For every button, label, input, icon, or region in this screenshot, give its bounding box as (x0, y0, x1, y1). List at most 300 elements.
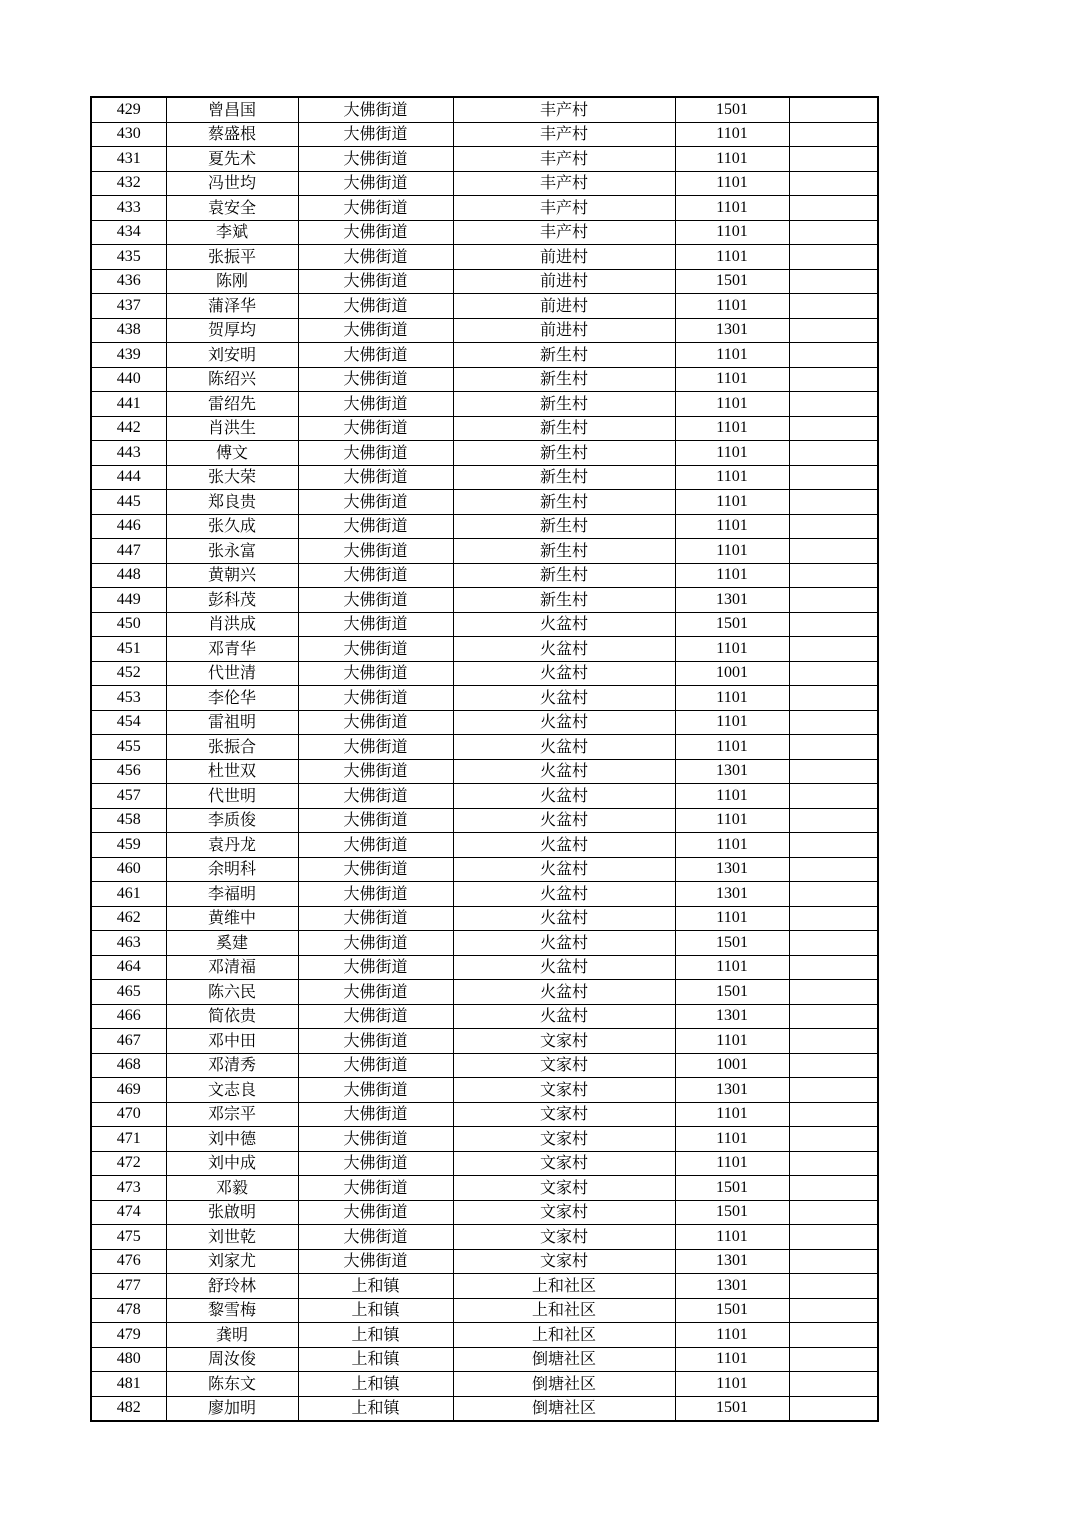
remark-cell (789, 833, 878, 858)
name-cell: 蒲泽华 (166, 294, 298, 319)
code-cell: 1101 (675, 147, 789, 172)
row-number-cell: 475 (91, 1225, 166, 1250)
street-cell: 上和镇 (298, 1298, 453, 1323)
code-cell: 1101 (675, 833, 789, 858)
code-cell: 1101 (675, 686, 789, 711)
village-cell: 新生村 (453, 416, 675, 441)
remark-cell (789, 294, 878, 319)
remark-cell (789, 857, 878, 882)
row-number-cell: 472 (91, 1151, 166, 1176)
remark-cell (789, 955, 878, 980)
street-cell: 大佛街道 (298, 661, 453, 686)
street-cell: 大佛街道 (298, 367, 453, 392)
village-cell: 火盆村 (453, 931, 675, 956)
street-cell: 大佛街道 (298, 1249, 453, 1274)
remark-cell (789, 1274, 878, 1299)
record-table (90, 96, 879, 1422)
village-cell: 丰产村 (453, 147, 675, 172)
table-row (91, 416, 878, 441)
code-cell: 1301 (675, 1004, 789, 1029)
row-number-cell: 439 (91, 343, 166, 368)
row-number-cell: 478 (91, 1298, 166, 1323)
table-row (91, 1004, 878, 1029)
row-number-cell: 436 (91, 269, 166, 294)
street-cell: 大佛街道 (298, 1200, 453, 1225)
row-number-cell: 434 (91, 220, 166, 245)
name-cell: 周汝俊 (166, 1347, 298, 1372)
village-cell: 前进村 (453, 294, 675, 319)
village-cell: 文家村 (453, 1029, 675, 1054)
name-cell: 张永富 (166, 539, 298, 564)
street-cell: 大佛街道 (298, 1004, 453, 1029)
remark-cell (789, 1053, 878, 1078)
code-cell: 1101 (675, 710, 789, 735)
row-number-cell: 479 (91, 1323, 166, 1348)
table-row (91, 147, 878, 172)
street-cell: 大佛街道 (298, 931, 453, 956)
village-cell: 文家村 (453, 1225, 675, 1250)
row-number-cell: 432 (91, 171, 166, 196)
code-cell: 1101 (675, 196, 789, 221)
street-cell: 大佛街道 (298, 1053, 453, 1078)
village-cell: 文家村 (453, 1127, 675, 1152)
name-cell: 张久成 (166, 514, 298, 539)
row-number-cell: 457 (91, 784, 166, 809)
code-cell: 1301 (675, 588, 789, 613)
village-cell: 火盆村 (453, 710, 675, 735)
village-cell: 新生村 (453, 490, 675, 515)
table-row (91, 392, 878, 417)
street-cell: 大佛街道 (298, 1102, 453, 1127)
row-number-cell: 447 (91, 539, 166, 564)
code-cell: 1101 (675, 441, 789, 466)
row-number-cell: 437 (91, 294, 166, 319)
row-number-cell: 430 (91, 122, 166, 147)
village-cell: 文家村 (453, 1200, 675, 1225)
name-cell: 杜世双 (166, 759, 298, 784)
code-cell: 1101 (675, 906, 789, 931)
row-number-cell: 473 (91, 1176, 166, 1201)
table-row (91, 1102, 878, 1127)
street-cell: 大佛街道 (298, 588, 453, 613)
remark-cell (789, 808, 878, 833)
row-number-cell: 465 (91, 980, 166, 1005)
table-row (91, 1078, 878, 1103)
remark-cell (789, 392, 878, 417)
remark-cell (789, 220, 878, 245)
village-cell: 新生村 (453, 588, 675, 613)
row-number-cell: 459 (91, 833, 166, 858)
village-cell: 火盆村 (453, 759, 675, 784)
code-cell: 1501 (675, 269, 789, 294)
row-number-cell: 481 (91, 1372, 166, 1397)
table-row (91, 808, 878, 833)
street-cell: 上和镇 (298, 1274, 453, 1299)
row-number-cell: 474 (91, 1200, 166, 1225)
name-cell: 雷绍先 (166, 392, 298, 417)
row-number-cell: 449 (91, 588, 166, 613)
table-row (91, 980, 878, 1005)
street-cell: 大佛街道 (298, 490, 453, 515)
village-cell: 火盆村 (453, 686, 675, 711)
table-row (91, 367, 878, 392)
code-cell: 1101 (675, 514, 789, 539)
street-cell: 大佛街道 (298, 97, 453, 122)
village-cell: 上和社区 (453, 1323, 675, 1348)
code-cell: 1101 (675, 416, 789, 441)
code-cell: 1101 (675, 465, 789, 490)
street-cell: 大佛街道 (298, 1151, 453, 1176)
remark-cell (789, 661, 878, 686)
village-cell: 火盆村 (453, 808, 675, 833)
table-body (91, 97, 878, 1421)
village-cell: 新生村 (453, 539, 675, 564)
street-cell: 大佛街道 (298, 171, 453, 196)
name-cell: 余明科 (166, 857, 298, 882)
remark-cell (789, 171, 878, 196)
table-row (91, 1249, 878, 1274)
remark-cell (789, 980, 878, 1005)
remark-cell (789, 269, 878, 294)
remark-cell (789, 1298, 878, 1323)
row-number-cell: 462 (91, 906, 166, 931)
code-cell: 1101 (675, 392, 789, 417)
code-cell: 1501 (675, 1176, 789, 1201)
remark-cell (789, 759, 878, 784)
street-cell: 大佛街道 (298, 465, 453, 490)
village-cell: 新生村 (453, 465, 675, 490)
name-cell: 刘安明 (166, 343, 298, 368)
table-row (91, 1372, 878, 1397)
street-cell: 大佛街道 (298, 735, 453, 760)
code-cell: 1101 (675, 1347, 789, 1372)
code-cell: 1101 (675, 808, 789, 833)
table-row (91, 122, 878, 147)
village-cell: 倒塘社区 (453, 1372, 675, 1397)
street-cell: 大佛街道 (298, 514, 453, 539)
table-row (91, 784, 878, 809)
village-cell: 上和社区 (453, 1274, 675, 1299)
code-cell: 1301 (675, 857, 789, 882)
village-cell: 火盆村 (453, 857, 675, 882)
remark-cell (789, 1347, 878, 1372)
row-number-cell: 458 (91, 808, 166, 833)
village-cell: 火盆村 (453, 882, 675, 907)
code-cell: 1101 (675, 294, 789, 319)
name-cell: 陈东文 (166, 1372, 298, 1397)
code-cell: 1101 (675, 343, 789, 368)
remark-cell (789, 441, 878, 466)
row-number-cell: 443 (91, 441, 166, 466)
name-cell: 舒玲林 (166, 1274, 298, 1299)
remark-cell (789, 147, 878, 172)
row-number-cell: 444 (91, 465, 166, 490)
name-cell: 黄维中 (166, 906, 298, 931)
row-number-cell: 461 (91, 882, 166, 907)
street-cell: 大佛街道 (298, 637, 453, 662)
village-cell: 新生村 (453, 441, 675, 466)
village-cell: 丰产村 (453, 171, 675, 196)
street-cell: 上和镇 (298, 1347, 453, 1372)
row-number-cell: 466 (91, 1004, 166, 1029)
code-cell: 1101 (675, 1323, 789, 1348)
row-number-cell: 451 (91, 637, 166, 662)
name-cell: 廖加明 (166, 1396, 298, 1421)
remark-cell (789, 710, 878, 735)
row-number-cell: 429 (91, 97, 166, 122)
row-number-cell: 445 (91, 490, 166, 515)
row-number-cell: 470 (91, 1102, 166, 1127)
row-number-cell: 467 (91, 1029, 166, 1054)
remark-cell (789, 196, 878, 221)
name-cell: 刘中成 (166, 1151, 298, 1176)
name-cell: 肖洪生 (166, 416, 298, 441)
row-number-cell: 468 (91, 1053, 166, 1078)
remark-cell (789, 245, 878, 270)
code-cell: 1101 (675, 955, 789, 980)
street-cell: 大佛街道 (298, 392, 453, 417)
row-number-cell: 450 (91, 612, 166, 637)
table-row (91, 1053, 878, 1078)
row-number-cell: 433 (91, 196, 166, 221)
name-cell: 郑良贵 (166, 490, 298, 515)
remark-cell (789, 490, 878, 515)
code-cell: 1101 (675, 1127, 789, 1152)
name-cell: 张啟明 (166, 1200, 298, 1225)
street-cell: 上和镇 (298, 1372, 453, 1397)
village-cell: 丰产村 (453, 220, 675, 245)
remark-cell (789, 1200, 878, 1225)
row-number-cell: 480 (91, 1347, 166, 1372)
name-cell: 袁丹龙 (166, 833, 298, 858)
village-cell: 火盆村 (453, 661, 675, 686)
code-cell: 1101 (675, 122, 789, 147)
table-row (91, 906, 878, 931)
street-cell: 大佛街道 (298, 343, 453, 368)
row-number-cell: 435 (91, 245, 166, 270)
code-cell: 1101 (675, 1151, 789, 1176)
street-cell: 大佛街道 (298, 294, 453, 319)
street-cell: 大佛街道 (298, 1225, 453, 1250)
name-cell: 代世清 (166, 661, 298, 686)
name-cell: 陈绍兴 (166, 367, 298, 392)
name-cell: 李质俊 (166, 808, 298, 833)
name-cell: 蔡盛根 (166, 122, 298, 147)
name-cell: 黎雪梅 (166, 1298, 298, 1323)
code-cell: 1501 (675, 1200, 789, 1225)
street-cell: 上和镇 (298, 1323, 453, 1348)
name-cell: 刘世乾 (166, 1225, 298, 1250)
name-cell: 袁安全 (166, 196, 298, 221)
code-cell: 1101 (675, 1102, 789, 1127)
code-cell: 1001 (675, 661, 789, 686)
code-cell: 1101 (675, 245, 789, 270)
row-number-cell: 476 (91, 1249, 166, 1274)
table-row (91, 955, 878, 980)
code-cell: 1101 (675, 539, 789, 564)
code-cell: 1101 (675, 1372, 789, 1397)
table-row (91, 833, 878, 858)
row-number-cell: 452 (91, 661, 166, 686)
village-cell: 文家村 (453, 1151, 675, 1176)
remark-cell (789, 1249, 878, 1274)
village-cell: 新生村 (453, 392, 675, 417)
name-cell: 张振平 (166, 245, 298, 270)
street-cell: 大佛街道 (298, 686, 453, 711)
row-number-cell: 442 (91, 416, 166, 441)
name-cell: 李伦华 (166, 686, 298, 711)
name-cell: 陈六民 (166, 980, 298, 1005)
name-cell: 贺厚均 (166, 318, 298, 343)
code-cell: 1501 (675, 1396, 789, 1421)
code-cell: 1501 (675, 980, 789, 1005)
village-cell: 前进村 (453, 318, 675, 343)
name-cell: 龚明 (166, 1323, 298, 1348)
name-cell: 文志良 (166, 1078, 298, 1103)
row-number-cell: 441 (91, 392, 166, 417)
name-cell: 刘家尤 (166, 1249, 298, 1274)
street-cell: 大佛街道 (298, 710, 453, 735)
table-row (91, 441, 878, 466)
table-row (91, 1200, 878, 1225)
name-cell: 邓清秀 (166, 1053, 298, 1078)
row-number-cell: 431 (91, 147, 166, 172)
code-cell: 1101 (675, 735, 789, 760)
table-row (91, 1151, 878, 1176)
remark-cell (789, 318, 878, 343)
table-row (91, 931, 878, 956)
table-row (91, 220, 878, 245)
village-cell: 新生村 (453, 514, 675, 539)
street-cell: 大佛街道 (298, 441, 453, 466)
name-cell: 邓中田 (166, 1029, 298, 1054)
table-row (91, 637, 878, 662)
table-row (91, 661, 878, 686)
village-cell: 火盆村 (453, 955, 675, 980)
code-cell: 1301 (675, 759, 789, 784)
remark-cell (789, 1323, 878, 1348)
village-cell: 前进村 (453, 245, 675, 270)
street-cell: 大佛街道 (298, 612, 453, 637)
street-cell: 大佛街道 (298, 245, 453, 270)
code-cell: 1001 (675, 1053, 789, 1078)
row-number-cell: 469 (91, 1078, 166, 1103)
street-cell: 大佛街道 (298, 833, 453, 858)
remark-cell (789, 686, 878, 711)
remark-cell (789, 97, 878, 122)
remark-cell (789, 612, 878, 637)
remark-cell (789, 122, 878, 147)
name-cell: 傅文 (166, 441, 298, 466)
village-cell: 新生村 (453, 367, 675, 392)
remark-cell (789, 931, 878, 956)
table-row (91, 97, 878, 122)
name-cell: 雷祖明 (166, 710, 298, 735)
table-row (91, 514, 878, 539)
name-cell: 代世明 (166, 784, 298, 809)
code-cell: 1501 (675, 931, 789, 956)
street-cell: 大佛街道 (298, 1176, 453, 1201)
row-number-cell: 455 (91, 735, 166, 760)
name-cell: 李福明 (166, 882, 298, 907)
street-cell: 大佛街道 (298, 1127, 453, 1152)
table-row (91, 1029, 878, 1054)
street-cell: 大佛街道 (298, 220, 453, 245)
table-row (91, 1176, 878, 1201)
row-number-cell: 464 (91, 955, 166, 980)
row-number-cell: 440 (91, 367, 166, 392)
street-cell: 大佛街道 (298, 1078, 453, 1103)
name-cell: 彭科茂 (166, 588, 298, 613)
name-cell: 邓青华 (166, 637, 298, 662)
name-cell: 简依贵 (166, 1004, 298, 1029)
row-number-cell: 460 (91, 857, 166, 882)
village-cell: 文家村 (453, 1053, 675, 1078)
table-row (91, 1274, 878, 1299)
code-cell: 1501 (675, 612, 789, 637)
remark-cell (789, 1396, 878, 1421)
name-cell: 肖洪成 (166, 612, 298, 637)
table-row (91, 1298, 878, 1323)
row-number-cell: 448 (91, 563, 166, 588)
name-cell: 曾昌国 (166, 97, 298, 122)
table-row (91, 294, 878, 319)
village-cell: 火盆村 (453, 784, 675, 809)
table-row (91, 269, 878, 294)
table-row (91, 465, 878, 490)
table-row (91, 1347, 878, 1372)
row-number-cell: 446 (91, 514, 166, 539)
name-cell: 冯世均 (166, 171, 298, 196)
village-cell: 文家村 (453, 1078, 675, 1103)
street-cell: 大佛街道 (298, 882, 453, 907)
street-cell: 大佛街道 (298, 955, 453, 980)
remark-cell (789, 1127, 878, 1152)
code-cell: 1101 (675, 1225, 789, 1250)
remark-cell (789, 343, 878, 368)
code-cell: 1301 (675, 1078, 789, 1103)
table-row (91, 318, 878, 343)
village-cell: 倒塘社区 (453, 1396, 675, 1421)
table-row (91, 612, 878, 637)
village-cell: 火盆村 (453, 980, 675, 1005)
code-cell: 1301 (675, 882, 789, 907)
village-cell: 火盆村 (453, 833, 675, 858)
village-cell: 火盆村 (453, 906, 675, 931)
village-cell: 文家村 (453, 1249, 675, 1274)
table-row (91, 1225, 878, 1250)
street-cell: 大佛街道 (298, 759, 453, 784)
street-cell: 大佛街道 (298, 857, 453, 882)
village-cell: 丰产村 (453, 122, 675, 147)
village-cell: 火盆村 (453, 612, 675, 637)
table-row (91, 1396, 878, 1421)
name-cell: 邓毅 (166, 1176, 298, 1201)
remark-cell (789, 514, 878, 539)
name-cell: 邓宗平 (166, 1102, 298, 1127)
street-cell: 大佛街道 (298, 539, 453, 564)
remark-cell (789, 539, 878, 564)
remark-cell (789, 1151, 878, 1176)
village-cell: 新生村 (453, 563, 675, 588)
table-row (91, 588, 878, 613)
table-row (91, 343, 878, 368)
remark-cell (789, 784, 878, 809)
remark-cell (789, 1176, 878, 1201)
code-cell: 1101 (675, 220, 789, 245)
remark-cell (789, 735, 878, 760)
street-cell: 大佛街道 (298, 784, 453, 809)
